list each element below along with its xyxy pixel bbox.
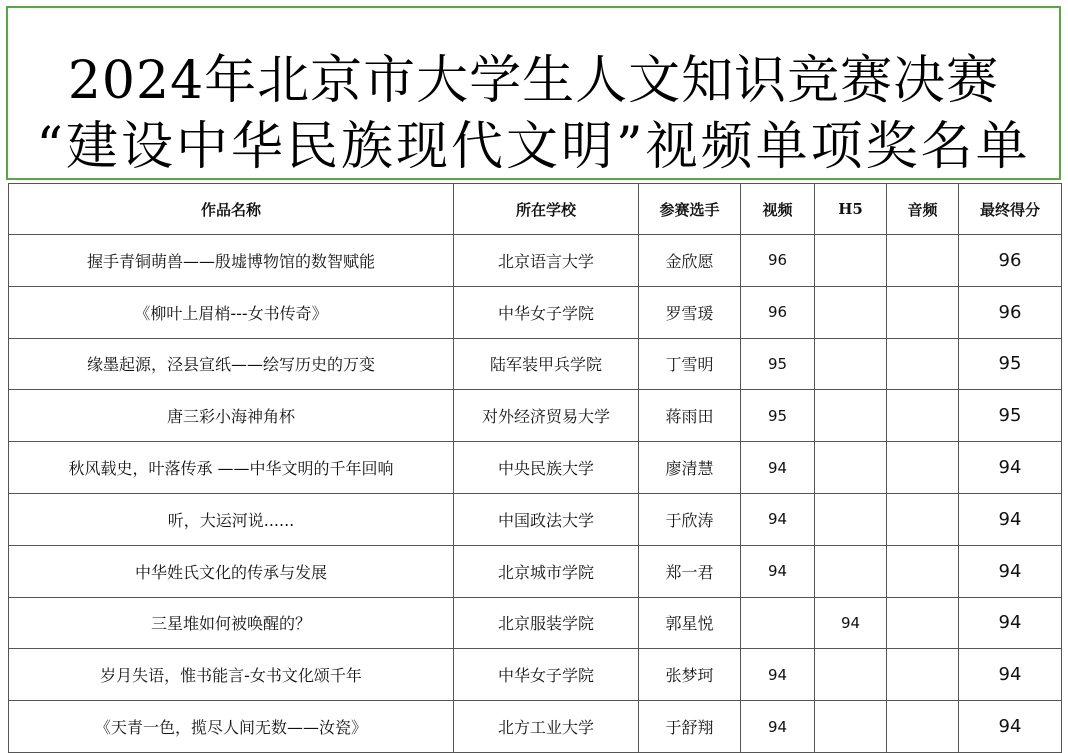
cell-contestant: 蒋雨田 [639,390,741,442]
header-work: 作品名称 [9,184,454,235]
cell-contestant: 于欣涛 [639,493,741,545]
cell-final: 96 [959,286,1062,338]
cell-work: 三星堆如何被唤醒的？ [9,597,454,649]
cell-final: 94 [959,545,1062,597]
cell-contestant: 丁雪明 [639,338,741,390]
cell-contestant: 金欣愿 [639,235,741,287]
cell-audio [887,235,959,287]
cell-audio [887,493,959,545]
table-row [9,338,1062,390]
cell-h5 [815,545,887,597]
header-contestant: 参赛选手 [639,184,741,235]
cell-school: 中央民族大学 [454,442,639,494]
cell-audio [887,649,959,701]
cell-audio [887,597,959,649]
cell-school: 对外经济贸易大学 [454,390,639,442]
cell-contestant: 张梦珂 [639,649,741,701]
cell-audio [887,701,959,753]
cell-school: 北京语言大学 [454,235,639,287]
header-video: 视频 [741,184,815,235]
cell-final: 94 [959,442,1062,494]
cell-video: 94 [741,649,815,701]
cell-school: 北京服装学院 [454,597,639,649]
award-table [8,183,1062,753]
cell-school: 中华女子学院 [454,286,639,338]
cell-work: 中华姓氏文化的传承与发展 [9,545,454,597]
cell-final: 94 [959,597,1062,649]
cell-work: 唐三彩小海神角杯 [9,390,454,442]
cell-work: 岁月失语，惟书能言-女书文化颂千年 [9,649,454,701]
title-line-2: “建设中华民族现代文明”视频单项奖名单 [36,117,1031,177]
cell-h5 [815,286,887,338]
cell-h5: 94 [815,597,887,649]
cell-final: 94 [959,701,1062,753]
title-line-1: 2024年北京市大学生人文知识竞赛决赛 [67,51,1000,111]
cell-video: 94 [741,545,815,597]
cell-h5 [815,235,887,287]
table-header-row [9,184,1062,235]
cell-h5 [815,442,887,494]
header-school: 所在学校 [454,184,639,235]
cell-final: 94 [959,493,1062,545]
table-row [9,286,1062,338]
header-h5: H5 [815,184,887,235]
header-audio: 音频 [887,184,959,235]
cell-video: 95 [741,338,815,390]
cell-h5 [815,390,887,442]
cell-video: 94 [741,442,815,494]
cell-school: 北方工业大学 [454,701,639,753]
cell-work: 缘墨起源，泾县宣纸——绘写历史的万变 [9,338,454,390]
cell-video: 94 [741,701,815,753]
table-row [9,442,1062,494]
cell-contestant: 于舒翔 [639,701,741,753]
table-row [9,493,1062,545]
table-row [9,545,1062,597]
cell-school: 中国政法大学 [454,493,639,545]
cell-work: 握手青铜萌兽——殷墟博物馆的数智赋能 [9,235,454,287]
cell-audio [887,545,959,597]
cell-contestant: 罗雪瑗 [639,286,741,338]
cell-contestant: 郑一君 [639,545,741,597]
cell-audio [887,390,959,442]
cell-video: 94 [741,493,815,545]
title-box [6,6,1061,180]
table-row [9,235,1062,287]
cell-video: 96 [741,286,815,338]
cell-contestant: 郭星悦 [639,597,741,649]
cell-audio [887,442,959,494]
table-row [9,390,1062,442]
header-final: 最终得分 [959,184,1062,235]
cell-final: 95 [959,390,1062,442]
cell-audio [887,286,959,338]
cell-contestant: 廖清慧 [639,442,741,494]
cell-work: 《柳叶上眉梢---女书传奇》 [9,286,454,338]
cell-work: 听，大运河说...... [9,493,454,545]
cell-school: 陆军装甲兵学院 [454,338,639,390]
table-row [9,649,1062,701]
cell-h5 [815,701,887,753]
cell-final: 95 [959,338,1062,390]
cell-school: 北京城市学院 [454,545,639,597]
cell-final: 96 [959,235,1062,287]
cell-video: 96 [741,235,815,287]
table-row [9,597,1062,649]
cell-work: 《天青一色，揽尽人间无数——汝瓷》 [9,701,454,753]
cell-video: 95 [741,390,815,442]
cell-audio [887,338,959,390]
cell-work: 秋风载史，叶落传承 ——中华文明的千年回响 [9,442,454,494]
table-row [9,701,1062,753]
cell-h5 [815,493,887,545]
cell-h5 [815,649,887,701]
cell-h5 [815,338,887,390]
cell-school: 中华女子学院 [454,649,639,701]
cell-final: 94 [959,649,1062,701]
cell-video [741,597,815,649]
